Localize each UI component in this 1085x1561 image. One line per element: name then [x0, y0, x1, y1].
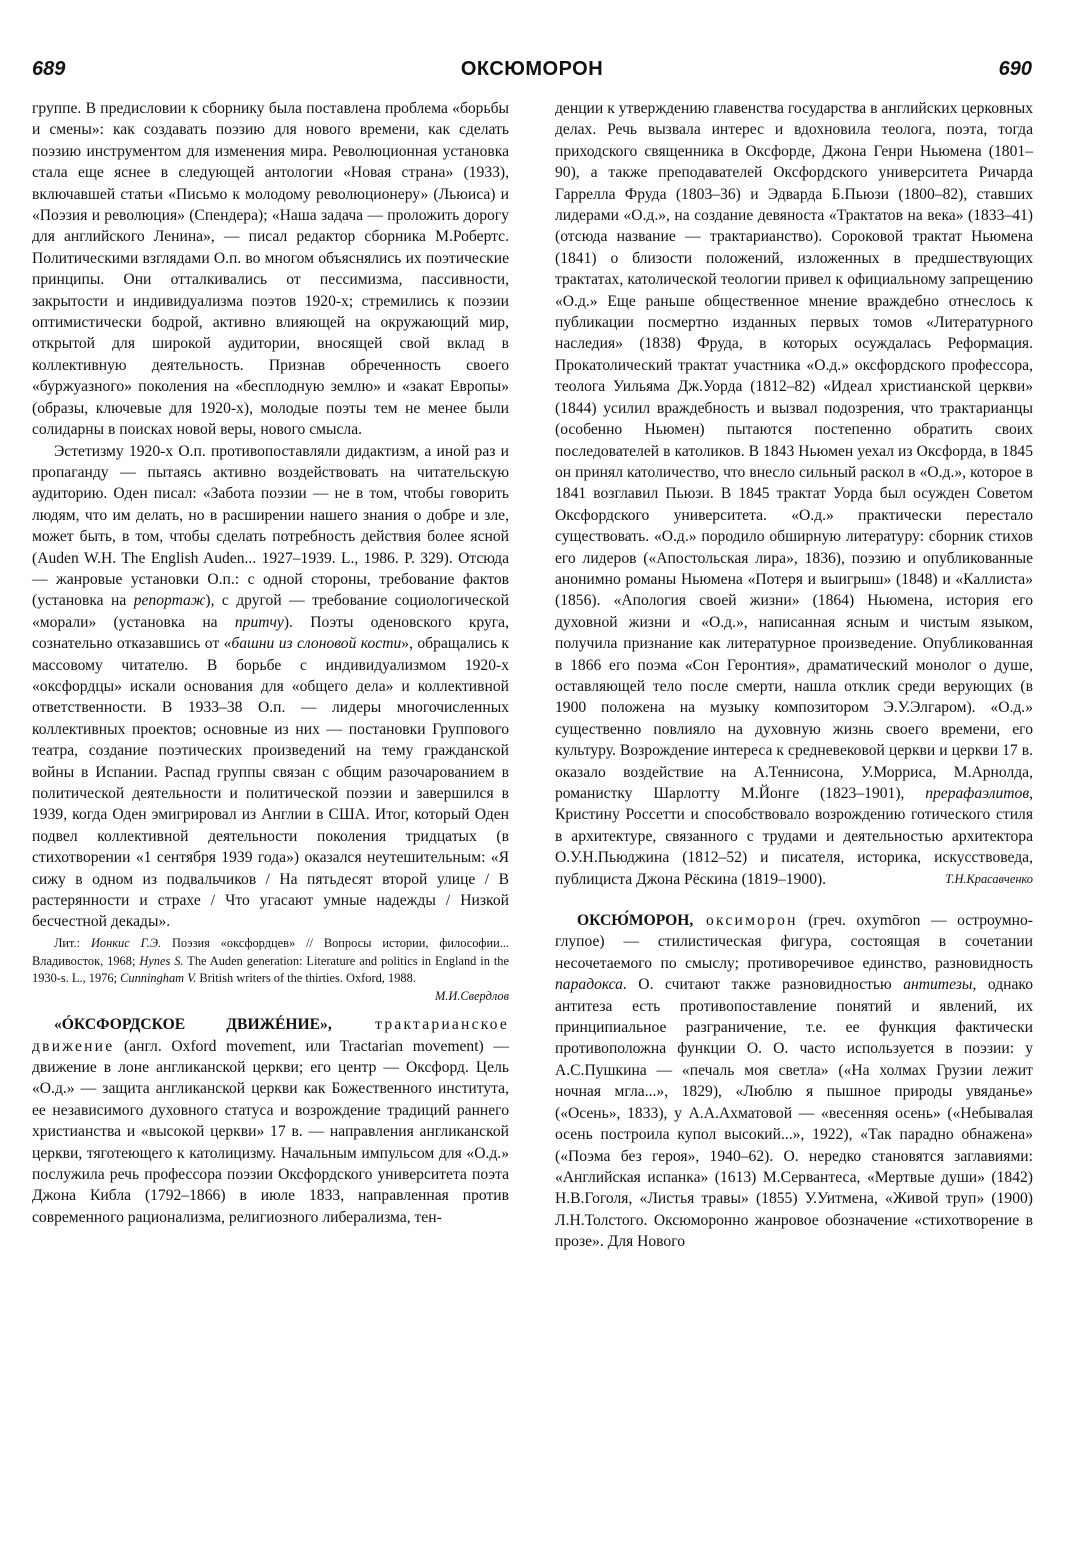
- page-number-right: 690: [998, 58, 1032, 80]
- entry-headword: ОКСЮ́МОРОН,: [577, 912, 694, 930]
- paragraph: группе. В предисловии к сборнику была поставлена проблема «борьбы и смены»: как создавать поэзию для нового времени, как сделать поэзию инструментом для изменения мира. Революционная установка стала еще яснее в следующей антологии «Новая страна» (1933), включавшей статьи «Письмо к молодому революционеру» (Льюиса) и «Поэзия и революция» (Спендера); «Наша задача — проложить дорогу для английского Ленина», — писал редактор сборника М.Робертс. Политическими взглядами О.п. во многом объяснялись их поэтические принципы. Они отталкивались от пессимизма, пассивности, закрытости и индивидуализма поэтов 1920-х; стремились к поэзии оптимистически бодрой, активно влияющей на окружающий мир, открытой для широкой аудитории, вносящей свой вклад в коллективную деятельность. Признав обреченность своего «буржуазного» поколения на «бесплодную землю» и «закат Европы» (образы, ключевые для 1920-х), молодые поэты тем не менее были солидарны в поисках новой веры, нового смысла.: [32, 100, 509, 439]
- page-header: [32, 58, 1032, 88]
- right-column: [555, 98, 1033, 1253]
- left-column: [32, 98, 509, 1228]
- page-number-left: 689: [32, 58, 66, 80]
- literature-list: Лит.: Ионкис Г.Э. Поэзия «оксфордцев» // Вопросы истории, философии... Владивосток, 1968; Hynes S. The Auden generation: Literature and politics in England in the 1930-s. L., 1976; Cunningham V. British writers of the thirties. Oxford, 1988. М.И.Свердлов: [32, 935, 509, 988]
- paragraph: Эстетизму 1920-х О.п. противопоставляли дидактизм, а иной раз и пропаганду — пытаясь активно воздействовать на читательскую аудиторию. Оден писал: «Забота поэзии — не в том, чтобы говорить людям, что им делать, но в расширении нашего знания о добре и зле, может быть, в том, чтобы сделать потребность действия более ясной (Auden W.H. The English Auden... 1927–1939. L., 1986. P. 329). Отсюда — жанровые установки О.п.: с одной стороны, требование фактов (установка на репортаж), с другой — требование социологической «морали» (установка на притчу). Поэты оденовского круга, сознательно отказавшись от «башни из слоновой кости», обращались к массовому читателю. В борьбе с индивидуализмом 1920-х «оксфордцы» искали основания для «общего дела» и коллективной ответственности. В 1933–38 О.п. — лидеры многочисленных коллективных проектов; основные из них — постановки Группового театра, создание поэтических произведений на тему гражданской войны в Испании. Распад группы связан с общим разочарованием в политической деятельности и политической поэзии и завершился в 1939, когда Оден эмигрировал из Англии в США. Итог, который Оден подвел коллективной деятельности поколения тридцатых (в стихотворении «1 сентября 1939 года») оказался неутешительным: «Я сижу в одном из подвальчиков / На пятьдесят второй улице / В растерянности и страхе / Что угасают умные надежды / Низкой бесчестной декады».: [32, 442, 510, 931]
- term-link: башни из слоновой кости: [231, 635, 402, 653]
- running-head: ОКСЮМОРОН: [460, 58, 604, 80]
- term-link: репортаж: [133, 592, 206, 610]
- term-link: притчу: [234, 613, 284, 631]
- term-link: парадокса: [555, 976, 623, 994]
- entry-oxymoron: ОКСЮ́МОРОН, оксиморон (греч. oxymōron — остроумно-глупое) — стилистическая фигура, состоящая в сочетании несочетаемого по смыслу; противоречивое единство, разновидность парадокса. О. считают также разновидностью антитезы, однако антитеза есть противопоставление понятий и явлений, их принципиальное разграничение, т.е. ее функция фактически противоположна функции О. О. часто используется в поэзии: у А.С.Пушкина — «печаль моя светла» («На холмах Грузии лежит ночная мгла...», 1829), «Люблю я пышное природы увяданье» («Осень», 1833), у А.А.Ахматовой — «весенняя осень» («Небывалая осень построила купол высокий...», 1922), «Так парадно обнажена» («Поэма без героя», 1940–62). О. нередко становятся заглавиями: «Английская испанка» (1613) М.Сервантеса, «Мертвые души» (1842) Н.В.Гоголя, «Листья травы» (1855) У.Уитмена, «Живой труп» (1900) Л.Н.Толстого. Оксюморонно жанровое обозначение «стихотворение в прозе». Для Нового: [555, 912, 1033, 1251]
- author-signature: Т.Н.Красавченко: [945, 871, 1033, 886]
- term-link: прерафаэлитов: [925, 785, 1030, 802]
- entry-oxford-movement: «ÓКСФОРДСКОЕ ДВИЖÉНИЕ», трактарианское движение (англ. Oxford movement, или Tractarian movement) — движение в лоне англиканской церкви; его центр — Оксфорд. Цель «О.д.» — защита англиканской церкви как Божественного института, ее независимого духовного статуса и возрождение традиций раннего христианства и «высокой церкви» 17 в. — направления англиканской церкви, тяготеющего к католицизму. Начальным импульсом для «О.д.» послужила речь профессора поэзии Оксфордского университета поэта Джона Кибла (1792–1866) в июле 1833, направленная против современного рационализма, религиозного либерализма, тен-: [32, 1016, 509, 1226]
- term-link: антитезы: [903, 976, 973, 994]
- entry-headword: «ÓКСФОРДСКОЕ ДВИЖÉНИЕ»,: [54, 1016, 332, 1034]
- paragraph: денции к утверждению главенства государства в английских церковных делах. Речь вызвала интерес и вдохновила теолога, поэта, тогда приходского священника в Оксфорде, Джона Генри Ньюмена (1801–90), а также преподавателей Оксфордского университета Ричарда Гаррелла Фруда (1803–36) и Эдварда Б.Пьюзи (1800–82), ставших лидерами «О.д.», на создание девяноста «Трактатов на века» (1833–41) (отсюда название — трактарианство). Сороковой трактат Ньюмена (1841) о близости положений, изложенных в предшествующих трактатах, католической теологии привел к официальному запрещению «О.д.» Еще раньше общественное мнение враждебно отнеслось к публикации посмертно изданных первых томов «Литературного наследия» (1838) Фруда, в которых осуждалась Реформация. Прокатолический трактат участника «О.д.» оксфордского профессора, теолога Уильяма Дж.Уорда (1812–82) «Идеал христианской церкви» (1844) усилил враждебность и вызвал подозрения, что трактарианцы (особенно Ньюмен) пытаются постепенно обратить своих последователей в католиков. В 1843 Ньюмен уехал из Оксфорда, в 1845 он принял католичество, что внесло сильный раскол в «О.д.», которое в 1841 возглавил Пьюзи. В 1845 трактат Уорда был осужден Советом Оксфордского университета. «О.д.» практически перестало существовать. «О.д.» породило обширную литературу: сборник стихов его лидеров («Апостольская лира», 1836), поэзию и опубликованные анонимно романы Ньюмена «Потеря и выигрыш» (1848) и «Каллиста» (1856). «Апология своей жизни» (1864) Ньюмена, история его духовной жизни и «О.д.», написанная ясным и чистым языком, получила признание как литературное произведение. Опубликованная в 1866 его поэма «Сон Геронтия», драматический монолог о душе, оставляющей тело после смерти, нашла отклик среди верующих (в 1900 положена на музыку композитором Э.У.Элгаром). «О.д.» существенно повлияло на духовную жизнь своего времени, его культуру. Возрождение интереса к средневековой церкви и церкви 17 в. оказало воздействие на А.Теннисона, У.Морриса, М.Арнолда, романистку Шарлотту М.Йонге (1823–1901), прерафаэлитов, Кристину Россетти и способствовало возрождению готического стиля в архитектуре, связанного с трудами и деятельностью архитектора О.У.Н.Пьюджина (1812–52) и писателя, историка, искусствоведа, публициста Джона Рёскина (1819–1900). Т.Н.Красавченко: [555, 98, 1033, 890]
- author-signature: М.И.Свердлов: [434, 989, 509, 1004]
